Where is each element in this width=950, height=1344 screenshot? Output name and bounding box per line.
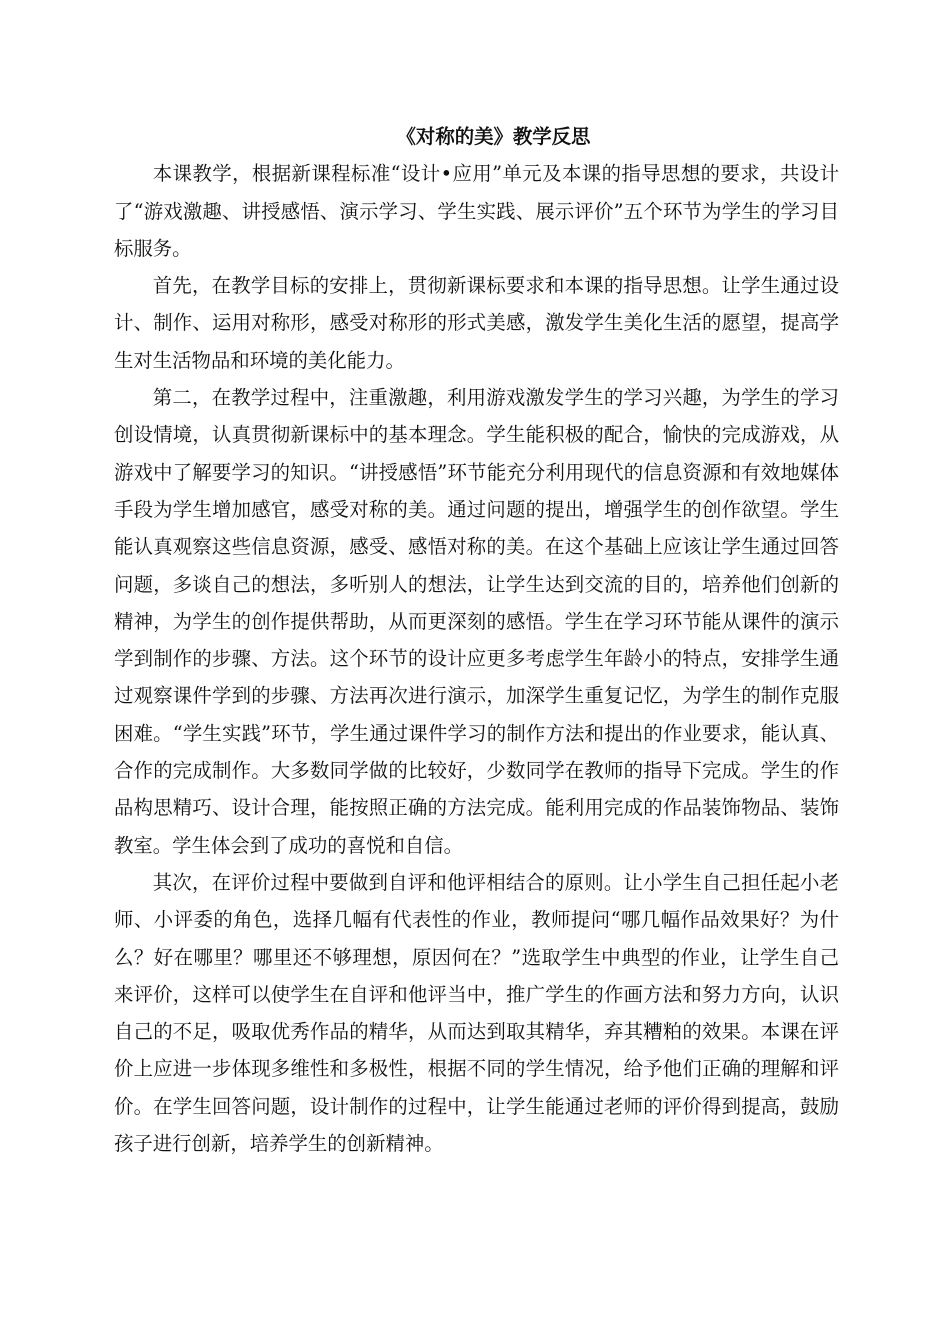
paragraph-first: 首先，在教学目标的安排上，贯彻新课标要求和本课的指导思想。让学生通过设计、制作、运用对称形，感受对称形的形式美感，激发学生美化生活的愿望，提高学生对生活物品和环境的美化能力。: [114, 274, 839, 372]
paragraph-second: 第二，在教学过程中，注重激趣，利用游戏激发学生的学习兴趣，为学生的学习创设情境，认真贯彻新课标中的基本理念。学生能积极的配合，愉快的完成游戏，从游戏中了解要学习的知识。“讲授感悟”环节能充分利用现代的信息资源和有效地媒体手段为学生增加感官，感受对称的美。通过问题的提出，增强学生的创作欲望。学生能认真观察这些信息资源，感受、感悟对称的美。在这个基础上应该让学生通过回答问题，多谈自己的想法，多听别人的想法，让学生达到交流的目的，培养他们创新的精神，为学生的创作提供帮助，从而更深刻的感悟。学生在学习环节能从课件的演示学到制作的步骤、方法。这个环节的设计应更多考虑学生年龄小的特点，安排学生通过观察课件学到的步骤、方法再次进行演示，加深学生重复记忆，为学生的制作克服困难。“学生实践”环节，学生通过课件学习的制作方法和提出的作业要求，能认真、合作的完成制作。大多数同学做的比较好，少数同学在教师的指导下完成。学生的作品构思精巧、设计合理，能按照正确的方法完成。能利用完成的作品装饰物品、装饰教室。学生体会到了成功的喜悦和自信。: [114, 386, 839, 857]
paragraph-intro: 本课教学，根据新课程标准“设计•应用”单元及本课的指导思想的要求，共设计了“游戏激趣、讲授感悟、演示学习、学生实践、展示评价”五个环节为学生的学习目标服务。: [114, 162, 839, 260]
paragraph-third: 其次，在评价过程中要做到自评和他评相结合的原则。让小学生自己担任起小老师、小评委的角色，选择几幅有代表性的作业，教师提问“哪几幅作品效果好？为什么？好在哪里？哪里还不够理想，原因何在？”选取学生中典型的作业，让学生自己来评价，这样可以使学生在自评和他评当中，推广学生的作画方法和努力方向，认识自己的不足，吸取优秀作品的精华，从而达到取其精华，弃其糟粕的效果。本课在评价上应进一步体现多维性和多极性，根据不同的学生情况，给予他们正确的理解和评价。在学生回答问题，设计制作的过程中，让学生能通过老师的评价得到提高，鼓励孩子进行创新，培养学生的创新精神。: [114, 870, 839, 1156]
document-body: [114, 118, 839, 1162]
document-title: 《对称的美》教学反思: [396, 125, 591, 148]
